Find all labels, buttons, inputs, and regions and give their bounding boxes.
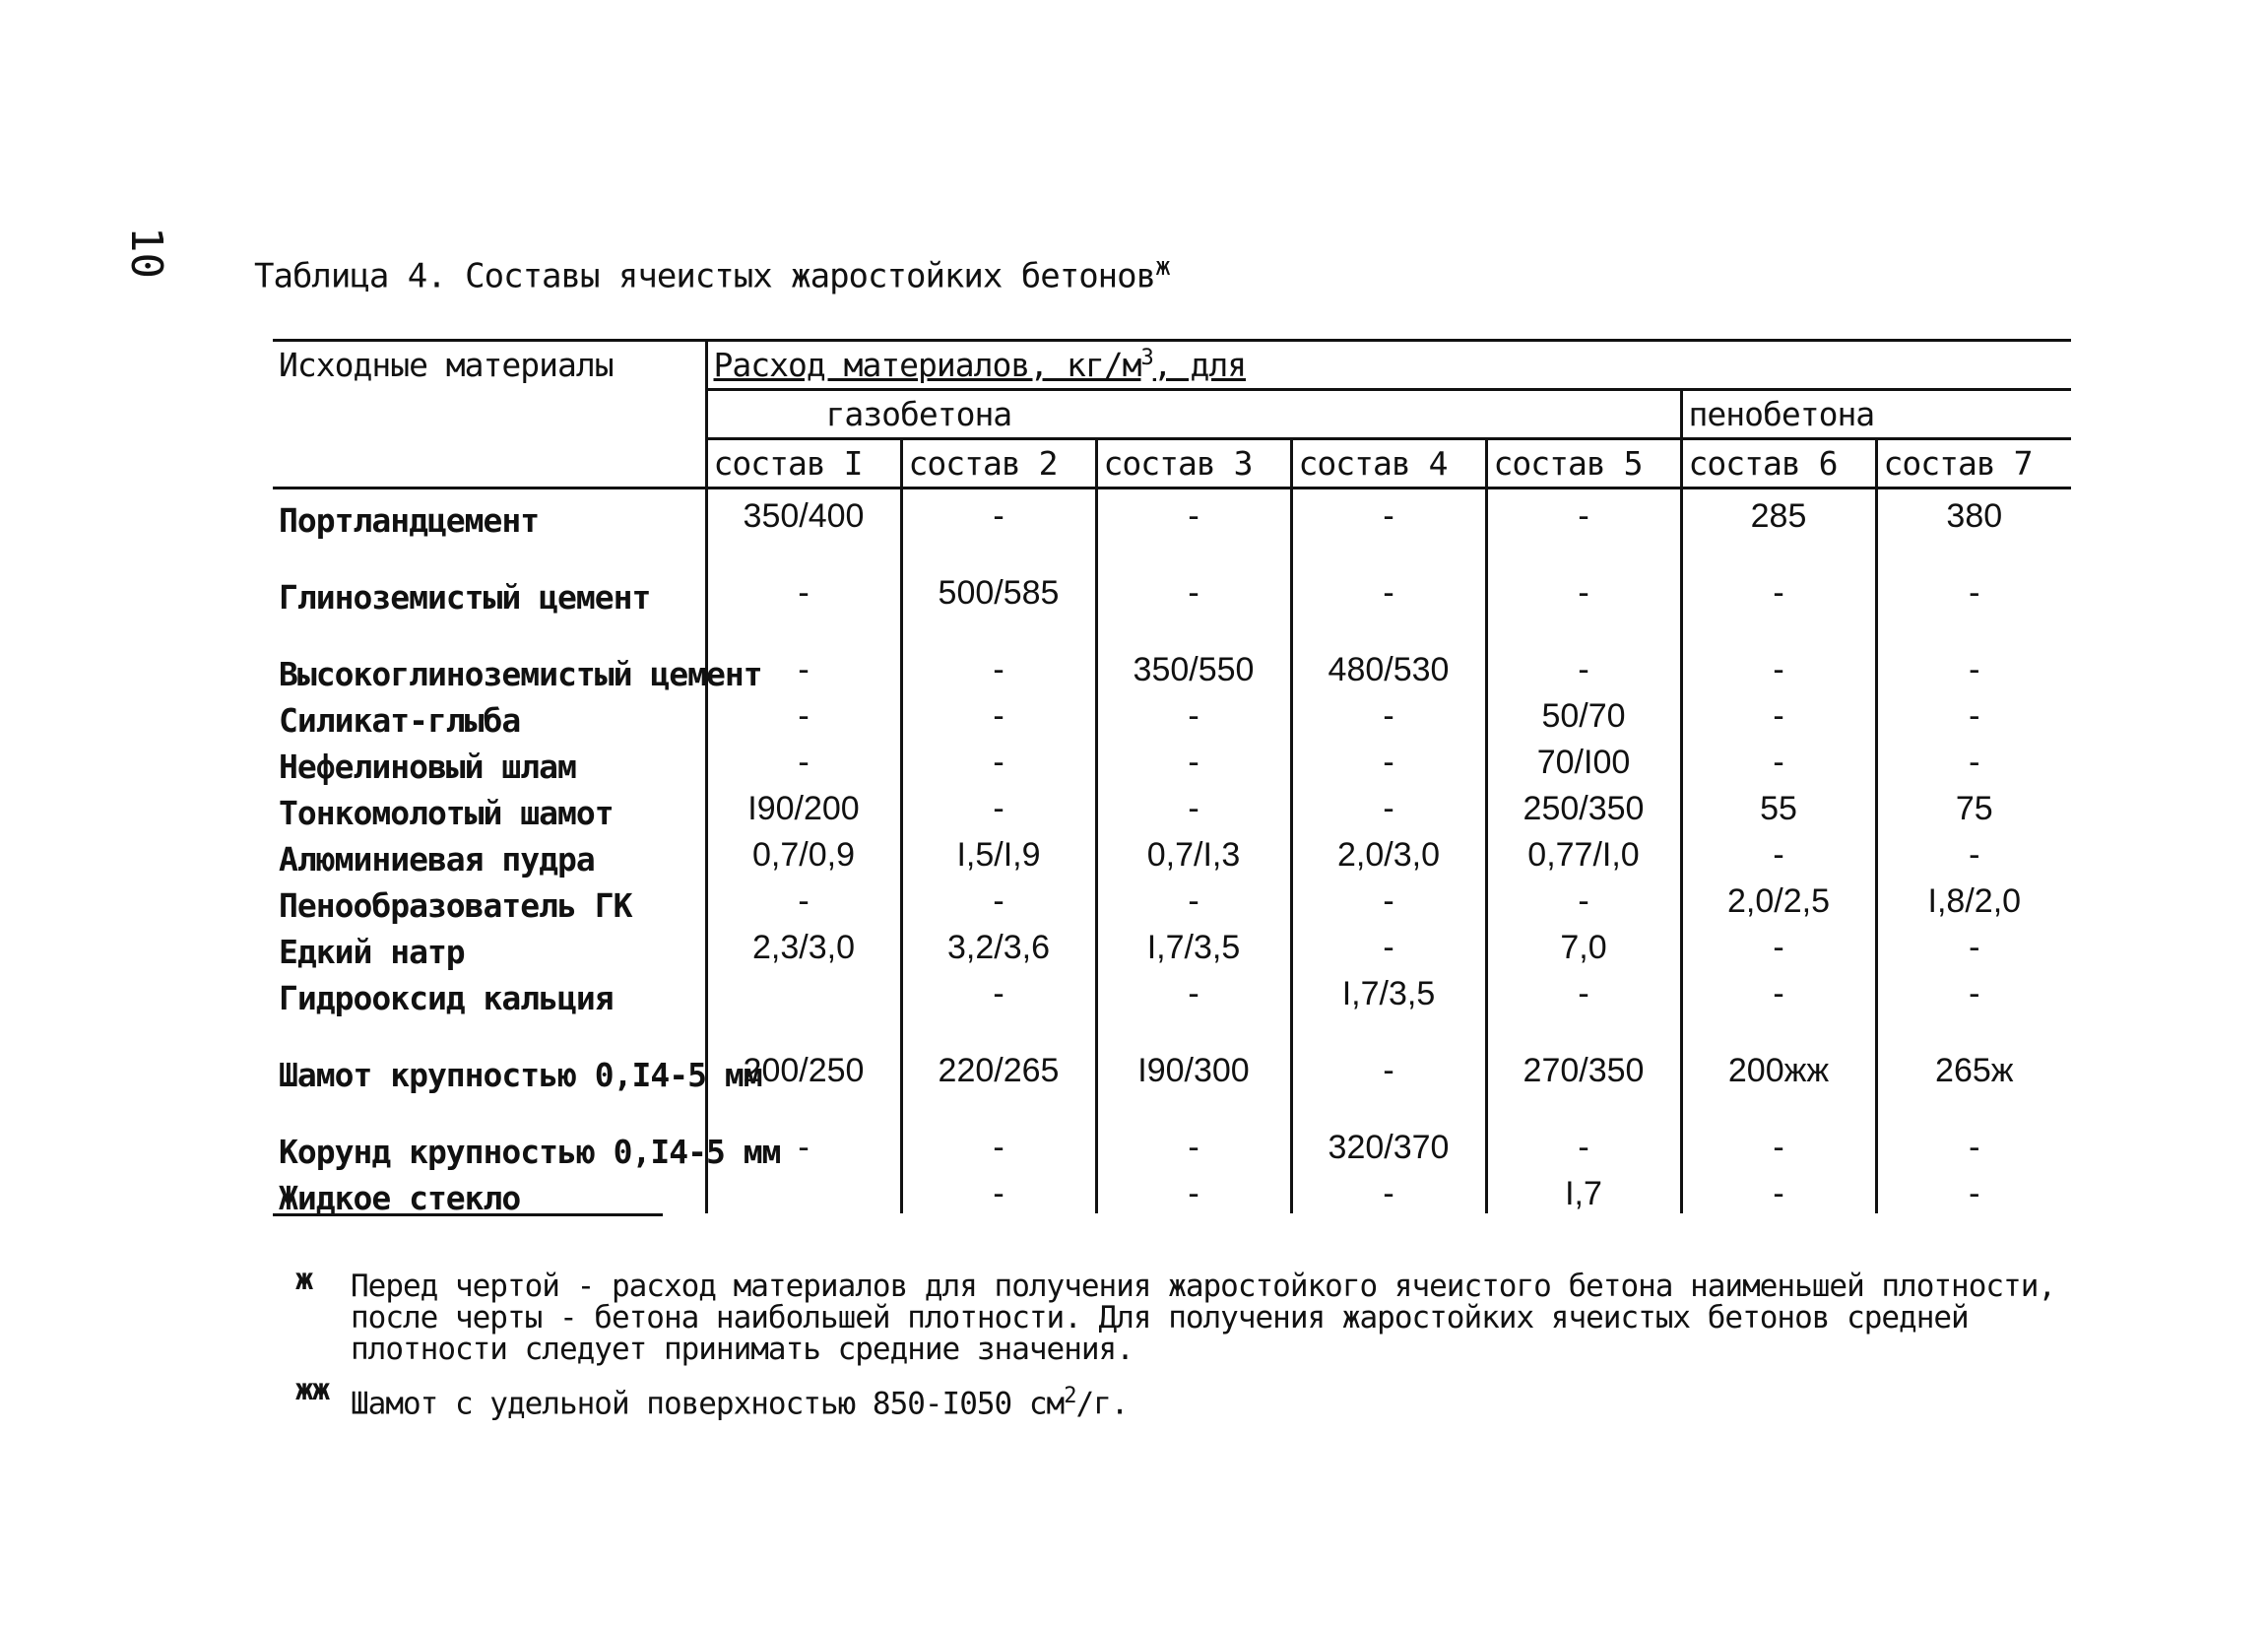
cell-value: 2,3/3,0 bbox=[706, 921, 901, 967]
table-row bbox=[273, 613, 2071, 689]
cell-value: - bbox=[1681, 736, 1876, 782]
cell-value: 350/550 bbox=[1096, 613, 1291, 689]
cell-value: - bbox=[706, 613, 901, 689]
material-name: Высокоглиноземистый цемент bbox=[279, 655, 762, 693]
cell-value: 0,7/I,3 bbox=[1096, 828, 1291, 875]
header-group-gas: газобетона bbox=[706, 390, 1681, 439]
cell-value: 50/70 bbox=[1486, 689, 1681, 736]
cell-value: - bbox=[1096, 536, 1291, 613]
footnote-1 bbox=[295, 1263, 2058, 1367]
cell-value: - bbox=[1096, 875, 1291, 921]
cell-value: - bbox=[1876, 967, 2071, 1013]
cell-value: - bbox=[1681, 689, 1876, 736]
cell-value: - bbox=[1681, 613, 1876, 689]
material-name: Гидрооксид кальция bbox=[279, 979, 614, 1017]
cell-value: - bbox=[901, 875, 1096, 921]
cell-value: - bbox=[706, 689, 901, 736]
table-row bbox=[273, 536, 2071, 613]
cell-value: I,5/I,9 bbox=[901, 828, 1096, 875]
table-body bbox=[273, 488, 2071, 1217]
cell-value: - bbox=[1486, 875, 1681, 921]
cell-value: - bbox=[1486, 1090, 1681, 1167]
cell-value: - bbox=[1876, 736, 2071, 782]
cell-value: 70/I00 bbox=[1486, 736, 1681, 782]
material-name: Алюминиевая пудра bbox=[279, 840, 595, 879]
cell-value: I,7 bbox=[1486, 1167, 1681, 1213]
cell-value: - bbox=[1486, 613, 1681, 689]
cell-value: 0,7/0,9 bbox=[706, 828, 901, 875]
cell-value: 270/350 bbox=[1486, 1013, 1681, 1090]
cell-value: I,8/2,0 bbox=[1876, 875, 2071, 921]
material-name: Тонкомолотый шамот bbox=[279, 794, 614, 832]
material-name: Нефелиновый шлам bbox=[279, 748, 576, 786]
cell-value: - bbox=[901, 1167, 1096, 1213]
cell-value: - bbox=[1096, 782, 1291, 828]
cell-value: - bbox=[1681, 1167, 1876, 1213]
footnote-2-sup: 2 bbox=[1064, 1384, 1076, 1408]
cell-value: 200жж bbox=[1681, 1013, 1876, 1090]
cell-value: - bbox=[1096, 488, 1291, 537]
page-number: 10 bbox=[121, 227, 171, 279]
cell-value: - bbox=[706, 1090, 901, 1167]
cell-value bbox=[706, 967, 901, 1013]
footnote-2-text: Шамот с удельной поверхностью 850-I050 см bbox=[351, 1386, 1065, 1422]
cell-value: 75 bbox=[1876, 782, 2071, 828]
header-group-foam: пенобетона bbox=[1681, 390, 2071, 439]
footnote-1-text: Перед чертой - расход материалов для получения жаростойкого ячеистого бетона наименьшей плотности, после черты - бетона наибольшей плотности. Для получения жаростойких ячеистых бетонов средней плотности следует принимать средние значения. bbox=[351, 1269, 2056, 1367]
material-name: Портландцемент bbox=[279, 501, 540, 540]
material-name: Глиноземистый цемент bbox=[279, 578, 651, 617]
cell-value: 285 bbox=[1681, 488, 1876, 537]
materials-table bbox=[273, 339, 2071, 1216]
table-row bbox=[273, 828, 2071, 875]
table-row bbox=[273, 875, 2071, 921]
cell-value: 200/250 bbox=[706, 1013, 901, 1090]
cell-value: - bbox=[1291, 1013, 1486, 1090]
cell-value: 220/265 bbox=[901, 1013, 1096, 1090]
table-caption bbox=[254, 252, 1170, 295]
table-row bbox=[273, 782, 2071, 828]
header-col-3: состав 3 bbox=[1096, 439, 1291, 488]
cell-value: 250/350 bbox=[1486, 782, 1681, 828]
cell-value: - bbox=[1876, 828, 2071, 875]
material-name: Жидкое стекло bbox=[279, 1179, 521, 1217]
cell-value: 265ж bbox=[1876, 1013, 2071, 1090]
header-col-5: состав 5 bbox=[1486, 439, 1681, 488]
cell-value: - bbox=[901, 967, 1096, 1013]
header-col-1: состав I bbox=[706, 439, 901, 488]
cell-value: - bbox=[901, 782, 1096, 828]
cell-value: - bbox=[706, 736, 901, 782]
table-row bbox=[273, 1167, 2071, 1213]
cell-value: 3,2/3,6 bbox=[901, 921, 1096, 967]
cell-value: 0,77/I,0 bbox=[1486, 828, 1681, 875]
table-title-footnote-mark: ж bbox=[1155, 252, 1170, 282]
cell-value: - bbox=[1681, 1090, 1876, 1167]
cell-value: - bbox=[1681, 536, 1876, 613]
cell-value: - bbox=[1291, 782, 1486, 828]
cell-value: - bbox=[1096, 1090, 1291, 1167]
cell-value: - bbox=[1096, 689, 1291, 736]
table-row bbox=[273, 1013, 2071, 1090]
cell-value: 350/400 bbox=[706, 488, 901, 537]
cell-value: 55 bbox=[1681, 782, 1876, 828]
cell-value: 2,0/2,5 bbox=[1681, 875, 1876, 921]
cell-value: - bbox=[1876, 689, 2071, 736]
cell-value: I90/200 bbox=[706, 782, 901, 828]
cell-value bbox=[706, 1167, 901, 1213]
material-name: Пенообразователь ГК bbox=[279, 886, 632, 925]
cell-value: I90/300 bbox=[1096, 1013, 1291, 1090]
cell-value: - bbox=[1291, 689, 1486, 736]
cell-value: - bbox=[901, 1090, 1096, 1167]
header-consumption bbox=[706, 341, 2071, 390]
table-row bbox=[273, 921, 2071, 967]
header-materials: Исходные материалы bbox=[273, 341, 706, 488]
footnote-2-mark: жж bbox=[295, 1373, 330, 1407]
header-consumption-sup: 3 bbox=[1140, 346, 1153, 370]
cell-value: - bbox=[1096, 1167, 1291, 1213]
cell-value: - bbox=[1681, 828, 1876, 875]
header-col-4: состав 4 bbox=[1291, 439, 1486, 488]
header-consumption-text: Расход материалов, кг/м bbox=[713, 346, 1141, 384]
cell-value: - bbox=[1486, 488, 1681, 537]
footnote-2-tail: /г. bbox=[1075, 1386, 1129, 1422]
cell-value: - bbox=[901, 488, 1096, 537]
cell-value: - bbox=[1096, 736, 1291, 782]
cell-value: - bbox=[1876, 613, 2071, 689]
table-row bbox=[273, 967, 2071, 1013]
cell-value: - bbox=[901, 736, 1096, 782]
cell-value: 7,0 bbox=[1486, 921, 1681, 967]
cell-value: 380 bbox=[1876, 488, 2071, 537]
cell-value: - bbox=[1876, 1090, 2071, 1167]
cell-value: 320/370 bbox=[1291, 1090, 1486, 1167]
cell-value: - bbox=[1096, 967, 1291, 1013]
table-row bbox=[273, 736, 2071, 782]
material-name: Шамот крупностью 0,I4-5 мм bbox=[279, 1056, 762, 1094]
cell-value: - bbox=[1291, 736, 1486, 782]
cell-value: - bbox=[1486, 536, 1681, 613]
cell-value: - bbox=[1291, 488, 1486, 537]
table-row bbox=[273, 1090, 2071, 1167]
cell-value: - bbox=[1486, 967, 1681, 1013]
header-col-7: состав 7 bbox=[1876, 439, 2071, 488]
cell-value: 2,0/3,0 bbox=[1291, 828, 1486, 875]
material-name: Корунд крупностью 0,I4-5 мм bbox=[279, 1133, 781, 1171]
table-row bbox=[273, 689, 2071, 736]
cell-value: - bbox=[1876, 536, 2071, 613]
header-col-6: состав 6 bbox=[1681, 439, 1876, 488]
material-name: Силикат-глыба bbox=[279, 701, 521, 740]
cell-value: - bbox=[706, 875, 901, 921]
footnote-1-mark: ж bbox=[295, 1263, 313, 1297]
cell-value: I,7/3,5 bbox=[1096, 921, 1291, 967]
cell-value: - bbox=[901, 613, 1096, 689]
cell-value: - bbox=[706, 536, 901, 613]
cell-value: - bbox=[1291, 921, 1486, 967]
cell-value: - bbox=[1876, 921, 2071, 967]
table-title: Таблица 4. Составы ячеистых жаростойких бетонов bbox=[254, 256, 1156, 296]
cell-value: - bbox=[1291, 875, 1486, 921]
cell-value: 480/530 bbox=[1291, 613, 1486, 689]
table-row bbox=[273, 488, 2071, 537]
cell-value: - bbox=[1291, 536, 1486, 613]
cell-value: - bbox=[1876, 1167, 2071, 1213]
header-col-2: состав 2 bbox=[901, 439, 1096, 488]
footnotes bbox=[295, 1263, 2058, 1435]
cell-value: - bbox=[1291, 1167, 1486, 1213]
material-name: Едкий натр bbox=[279, 933, 465, 971]
cell-value: - bbox=[1681, 967, 1876, 1013]
footnote-2 bbox=[295, 1373, 2058, 1422]
cell-value: I,7/3,5 bbox=[1291, 967, 1486, 1013]
cell-value: - bbox=[1681, 921, 1876, 967]
cell-value: - bbox=[901, 689, 1096, 736]
header-consumption-tail: , для bbox=[1152, 346, 1247, 384]
cell-value: 500/585 bbox=[901, 536, 1096, 613]
